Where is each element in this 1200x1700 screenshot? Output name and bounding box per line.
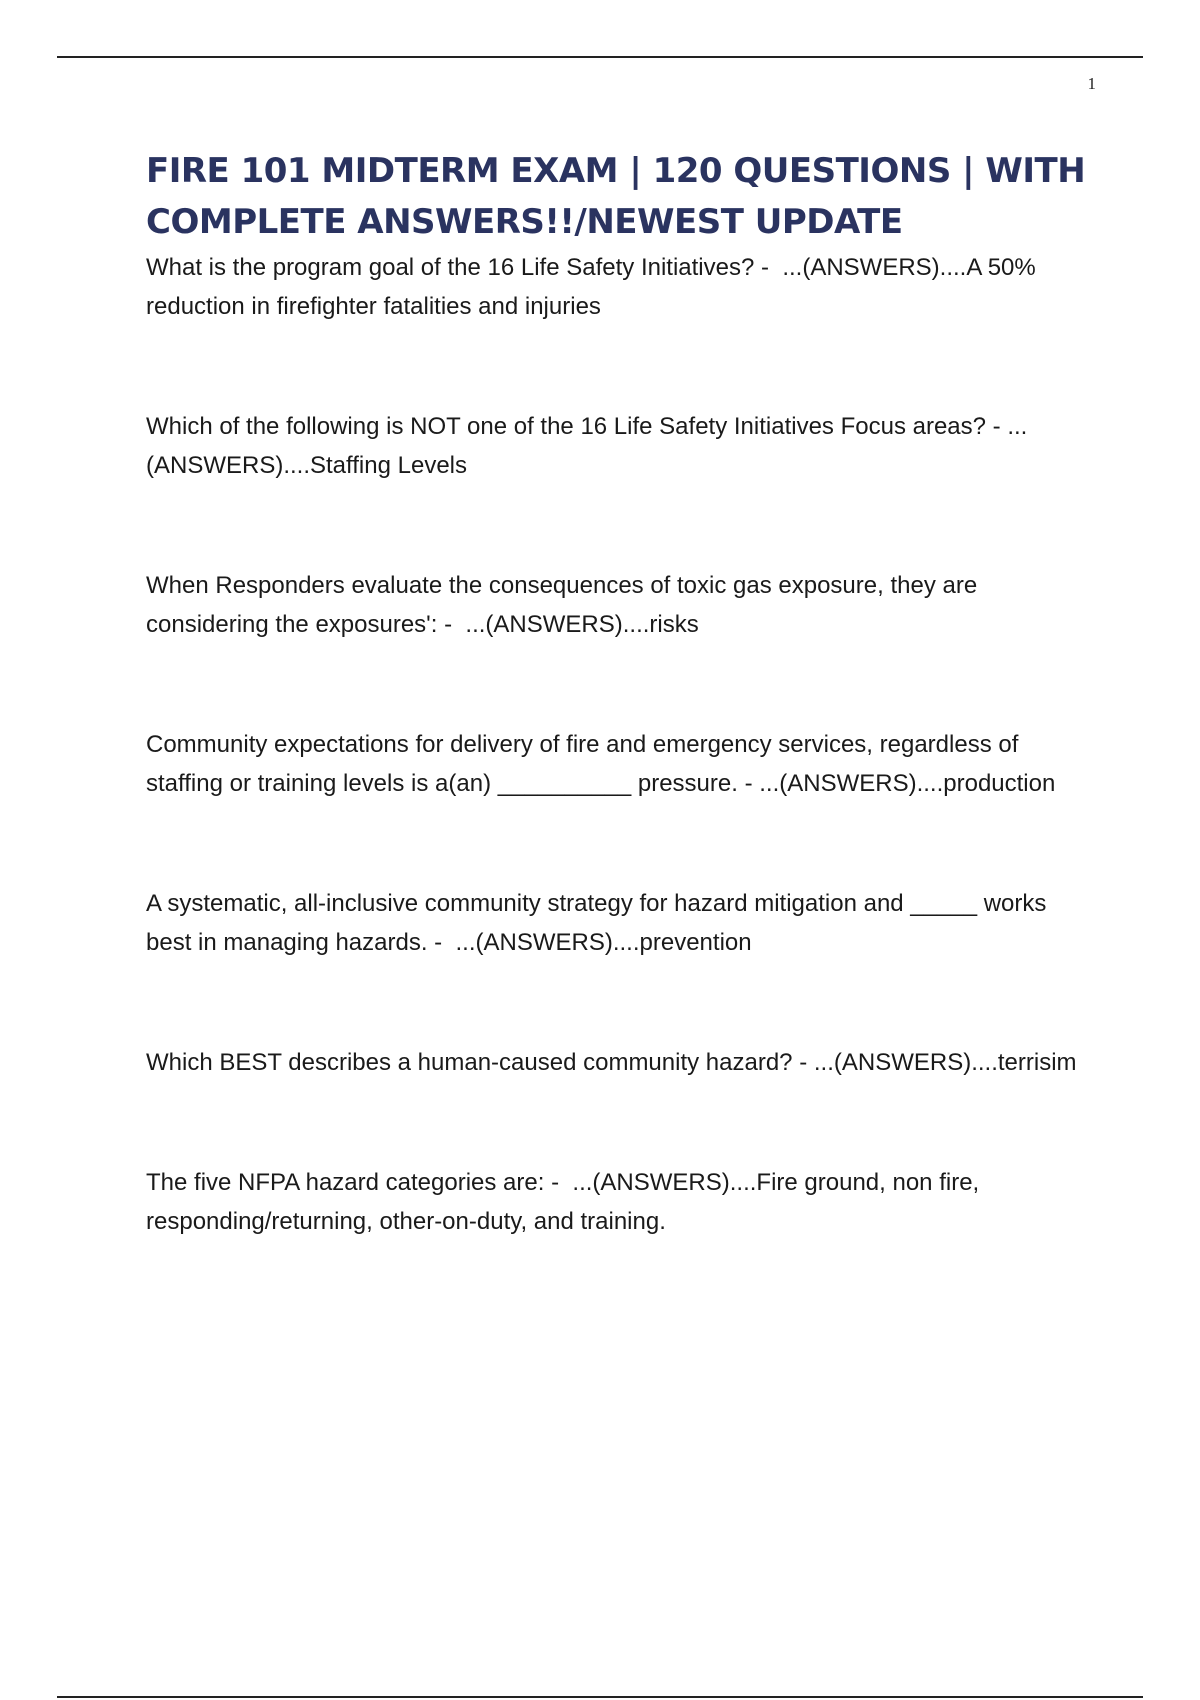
qa-item-1: What is the program goal of the 16 Life Safety Initiatives? - ...(ANSWERS)....A 50% reduction in firefighter fatalities and injuries [146, 254, 1043, 320]
qa-item-4: Community expectations for delivery of fire and emergency services, regardless of staffing or training levels is a(an) __________ pressure. - ...(ANSWERS)....production [146, 731, 1056, 797]
qa-item-5: A systematic, all-inclusive community strategy for hazard mitigation and _____ works best in managing hazards. - ...(ANSWERS)....prevention [146, 890, 1054, 956]
qa-item-6: Which BEST describes a human-caused community hazard? - ...(ANSWERS)....terrisim [146, 1049, 1077, 1076]
header-rule [57, 56, 1143, 58]
qa-item-2: Which of the following is NOT one of the 16 Life Safety Initiatives Focus areas? - ...(ANSWERS)....Staffing Levels [146, 413, 1028, 479]
document-body [146, 146, 1096, 1241]
page-number: 1 [1087, 74, 1096, 93]
qa-item-7: The five NFPA hazard categories are: - ...(ANSWERS)....Fire ground, non fire, responding/returning, other-on-duty, and training. [146, 1169, 986, 1235]
qa-item-3: When Responders evaluate the consequences of toxic gas exposure, they are considering the exposures': - ...(ANSWERS)....risks [146, 572, 984, 638]
document-title: FIRE 101 MIDTERM EXAM | 120 QUESTIONS | WITH COMPLETE ANSWERS!!/NEWEST UPDATE [146, 151, 1086, 242]
footer-rule [57, 1696, 1143, 1698]
qa-list [146, 248, 1096, 1241]
